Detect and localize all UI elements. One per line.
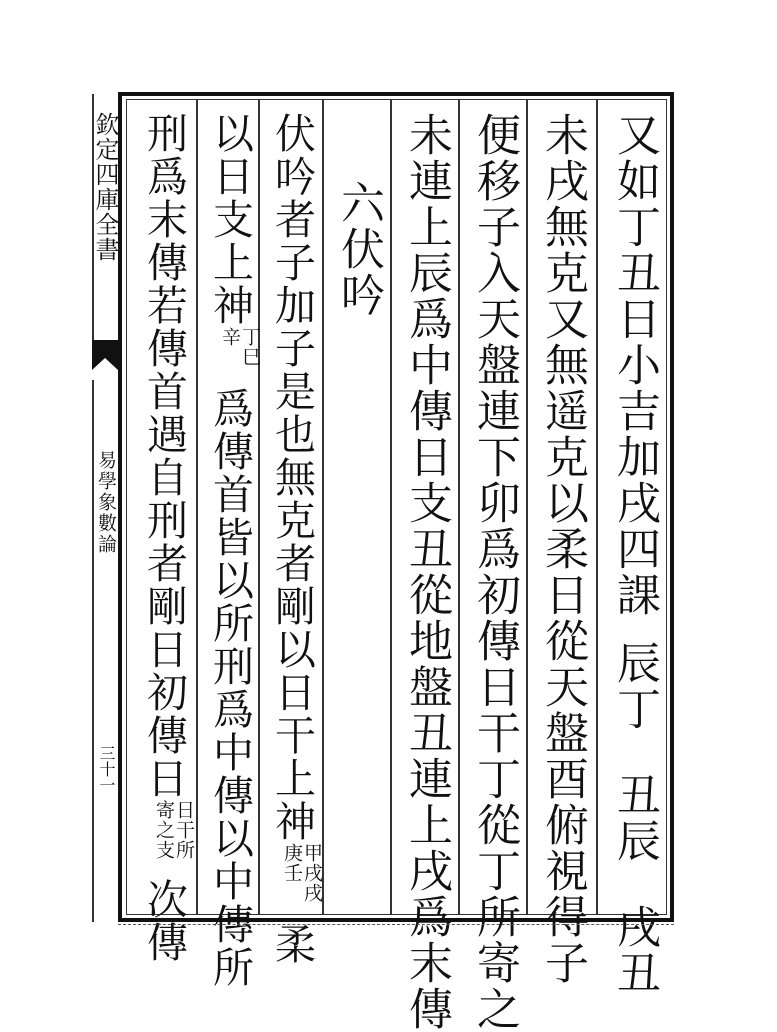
text-column-3 bbox=[464, 112, 524, 1032]
interlinear-note bbox=[218, 327, 260, 387]
column-text: 辰丁 bbox=[609, 640, 660, 732]
column-rule bbox=[458, 100, 460, 915]
section-heading bbox=[328, 180, 388, 980]
column-text: 未戌無克又無遥克以柔日從天盤酉俯視得子 bbox=[537, 112, 588, 986]
text-column-8 bbox=[134, 112, 195, 964]
column-text: 未連上辰爲中傳日支丑從地盤丑連上戌爲末傳 bbox=[401, 112, 452, 1032]
column-text: 丑辰 bbox=[609, 772, 660, 864]
column-text: 柔 bbox=[268, 923, 316, 966]
interlinear-note bbox=[152, 800, 194, 878]
note-line: 甲戌戌 bbox=[301, 843, 323, 903]
column-text: 伏吟者子加子是也無克者剛以日干上神 bbox=[268, 112, 316, 843]
column-rule bbox=[322, 100, 324, 915]
column-text: 爲傳首皆以所刑爲中傳以中傳所 bbox=[206, 387, 254, 989]
column-text: 以日支上神 bbox=[206, 112, 254, 327]
text-column-6 bbox=[262, 112, 323, 966]
note-line: 庚壬 bbox=[281, 843, 303, 883]
note-line: 日干所 bbox=[173, 800, 195, 860]
note-line: 寄之支 bbox=[153, 800, 175, 860]
text-column-1 bbox=[604, 112, 664, 996]
text-column-4 bbox=[396, 112, 456, 1032]
text-column-7 bbox=[200, 112, 261, 989]
page-number: 三十一 bbox=[97, 745, 116, 793]
interlinear-note bbox=[280, 843, 322, 923]
column-text: 次傳 bbox=[140, 878, 188, 964]
column-text: 六伏吟 bbox=[333, 180, 384, 318]
column-rule bbox=[596, 100, 598, 915]
column-rule bbox=[390, 100, 392, 915]
column-text: 又如丁丑日小吉加戌四課 bbox=[609, 112, 660, 618]
text-column-2 bbox=[532, 112, 592, 986]
collection-title: 欽定四庫全書 bbox=[91, 112, 119, 262]
note-line: 丁巳 bbox=[239, 327, 261, 367]
column-text: 便移子入天盤連下卯爲初傳日干丁從丁所寄之 bbox=[469, 112, 520, 1032]
column-rule bbox=[196, 100, 198, 915]
book-title: 易學象數論 bbox=[95, 450, 117, 555]
note-line: 辛 bbox=[219, 327, 241, 347]
column-text: 戌丑 bbox=[609, 904, 660, 996]
fishtail-mark-icon bbox=[92, 340, 118, 380]
bottom-edge bbox=[118, 924, 674, 929]
column-text: 刑爲末傳若傳首遇自刑者剛日初傳日 bbox=[140, 112, 188, 800]
column-rule bbox=[526, 100, 528, 915]
